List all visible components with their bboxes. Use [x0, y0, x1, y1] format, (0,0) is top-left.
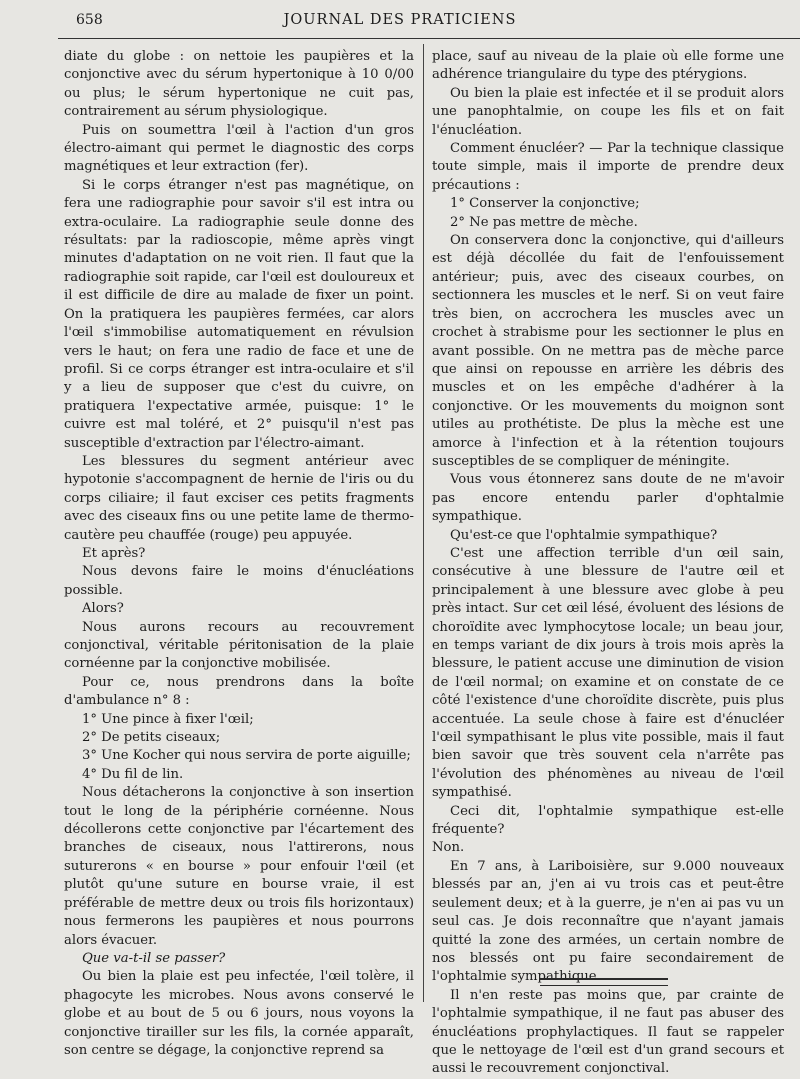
paragraph: Comment énucléer? — Par la technique classique toute simple, mais il importe de prendre deux précautions :: [432, 141, 784, 193]
page-number: 658: [76, 12, 103, 28]
paragraph: Alors?: [82, 601, 124, 617]
paragraph: Si le corps étranger n'est pas magnétique, on fera une radiographie pour savoir s'il est intra ou extra-oculaire. La radiographie seule donne des résultats: par la radioscopie, même après vingt minutes d'adaptation on ne voit rien. Il faut que la radiographie soit rapide, car l'œil est douloureux et il est difficile de dire au malade de fixer un point. On la pratiquera les paupières fermées, car alors l'œil s'immobilise automatiquement en révulsion vers le haut; on fera une radio de face et une de profil. Si ce corps étranger est intra-oculaire et s'il y a lieu de supposer que c'est du cuivre, on pratiquera l'expectative armée, puisque: 1° le cuivre est mal toléré, et 2° puisqu'il n'est pas susceptible d'extraction par l'électro-aimant.: [64, 177, 414, 451]
list-item: 3° Une Kocher qui nous servira de porte aiguille;: [82, 748, 411, 764]
column-divider: [423, 44, 424, 1002]
paragraph: Non.: [432, 840, 465, 856]
list-item: 1° Une pince à fixer l'œil;: [82, 711, 254, 727]
list-item: 1° Conserver la conjonctive;: [450, 196, 640, 212]
paragraph: En 7 ans, à Lariboisière, sur 9.000 nouveaux blessés par an, j'en ai vu trois cas et peut-être seulement deux; et à la guerre, je n'en ai pas vu un seul cas. Je dois reconnaître que n'ayant jamais quitté la zone des armées, un certain nombre de nos blessés ont pu faire secondairement de l'ophtalmie sympathique.: [432, 858, 784, 985]
paragraph: C'est une affection terrible d'un œil sain, consécutive à une blessure de l'autre œil et principalement à une blessure avec globe à peu près intact. Sur cet œil lésé, évoluent des lésions de choroïdite avec lymphocytose locale; un beau jour, en temps variant de dix jours à trois mois après la blessure, le patient accuse une diminution de vision de l'œil normal; on examine et on constate de ce côté l'existence d'une choroïdite discrète, puis plus accentuée. La seule chose à faire est d'énucléer l'œil sympathisant le plus vite possible, mais il faut bien savoir que très souvent cela n'arrête pas l'évolution des phénomènes au niveau de l'œil sympathisé.: [432, 545, 784, 801]
page-header: [0, 12, 800, 34]
paragraph: Que va-t-il se passer?: [82, 950, 226, 966]
header-rule: [58, 38, 800, 39]
paragraph: Puis on soumettra l'œil à l'action d'un gros électro-aimant qui permet le diagnostic des corps magnétiques et leur extraction (fer).: [64, 122, 414, 175]
paragraph: place, sauf au niveau de la plaie où elle forme une adhérence triangulaire du type des ptérygions.: [432, 49, 784, 83]
paragraph: Qu'est-ce que l'ophtalmie sympathique?: [450, 527, 718, 543]
paragraph: Nous devons faire le moins d'énucléations possible.: [64, 564, 414, 598]
paragraph: Et après?: [82, 545, 146, 561]
list-item: 4° Du fil de lin.: [82, 766, 184, 782]
paragraph: Ou bien la plaie est peu infectée, l'œil tolère, il phagocyte les microbes. Nous avons conservé le globe et au bout de 5 ou 6 jours, nous voyons la conjonctive tirailler sur les fils, la cornée apparaît, son centre se dégage, la conjonctive reprend sa: [64, 969, 414, 1058]
left-column: [64, 48, 414, 1060]
list-item: 2° De petits ciseaux;: [82, 730, 221, 746]
paragraph: Les blessures du segment antérieur avec hypotonie s'accompagnent de hernie de l'iris ou du corps ciliaire; il faut exciser ces petits fragments avec des ciseaux fins ou une petite lame de thermo-cautère peu chauffée (rouge) peu appuyée.: [64, 453, 414, 543]
paragraph: Il n'en reste pas moins que, par crainte de l'ophtalmie sympathique, il ne faut pas abuser des énucléations prophylactiques. Il faut se rappeler que le nettoyage de l'œil est d'un grand secours et aussi le recouvrement conjonctival.: [432, 987, 784, 1077]
paragraph: Pour ce, nous prendrons dans la boîte d'ambulance n° 8 :: [64, 674, 414, 709]
paragraph: Nous détacherons la conjonctive à son insertion tout le long de la périphérie cornéenne. Nous décollerons cette conjonctive par l'écartement des branches de ciseaux, nous l'attirerons, nous suturerons « en bourse » pour enfouir l'œil (et plutôt qu'une suture en bourse vraie, il est préférable de mettre deux ou trois fils horizontaux) nous fermerons les paupières et nous pourrons alors évacuer.: [64, 785, 414, 948]
list-item: 2° Ne pas mettre de mèche.: [450, 214, 638, 230]
right-column: [432, 48, 784, 1079]
paragraph: Nous aurons recours au recouvrement conjonctival, véritable péritonisation de la plaie cornéenne par la conjonctive mobilisée.: [64, 619, 414, 672]
paragraph: Vous vous étonnerez sans doute de ne m'avoir pas encore entendu parler d'ophtalmie sympathique.: [432, 472, 784, 525]
end-of-article-rule: [540, 978, 668, 986]
paragraph: On conservera donc la conjonctive, qui d'ailleurs est déjà décollée du fait de l'enfouissement antérieur; puis, avec des ciseaux courbes, on sectionnera les muscles et le nerf. Si on veut faire très bien, on accrochera les muscles avec un crochet à strabisme pour les sectionner le plus en avant possible. On ne mettra pas de mèche parce que ainsi on repousse en arrière les débris des muscles et on les empêche d'adhérer à la conjonctive. Or les mouvements du moignon sont utiles au prothétiste. De plus la mèche est une amorce à l'infection et à la rétention toujours susceptibles de se compliquer de méningite.: [432, 233, 784, 469]
running-title: JOURNAL DES PRATICIENS: [283, 12, 517, 28]
paragraph: diate du globe : on nettoie les paupières et la conjonctive avec du sérum hypertonique à 10 0/00 ou plus; le sérum hypertonique ne cuit pas, contrairement au sérum physiologique.: [64, 49, 414, 120]
paragraph: Ou bien la plaie est infectée et il se produit alors une panophtalmie, on coupe les fils et on fait l'énucléation.: [432, 85, 784, 138]
paragraph: Ceci dit, l'ophtalmie sympathique est-elle fréquente?: [432, 803, 784, 838]
